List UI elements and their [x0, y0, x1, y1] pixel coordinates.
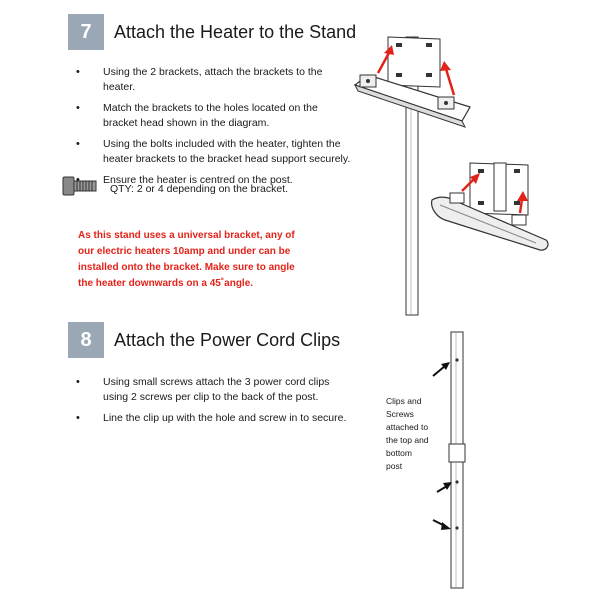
note-line: Screws	[386, 409, 414, 419]
step-7-bullet-3: • Using the bolts included with the heater, tighten the heater brackets to the bracket head support securely.	[103, 137, 353, 167]
step-7-bullet-1: • Using the 2 brackets, attach the brackets to the heater.	[103, 65, 353, 95]
bolt-icon	[62, 176, 98, 196]
warning-line: installed onto the bracket. Make sure to angle	[78, 262, 295, 273]
universal-bracket-warning	[78, 228, 368, 292]
post-clips-diagram	[425, 330, 495, 590]
step-8-bullet-1: • Using small screws attach the 3 power cord clips using 2 screws per clip to the back of the post.	[103, 375, 353, 405]
step-7-instructions	[103, 65, 353, 194]
note-line: attached to	[386, 422, 429, 432]
bracket-head-plate-upper	[388, 37, 440, 87]
screw-hole	[455, 358, 458, 361]
note-line: bottom	[386, 448, 412, 458]
screw-hole	[455, 526, 458, 529]
step-8-title: Attach the Power Cord Clips	[114, 330, 341, 350]
post-upper-section	[451, 332, 463, 444]
warning-line: our electric heaters 10amp and under can be	[78, 246, 291, 257]
note-line: post	[386, 461, 403, 471]
heater-stand-diagram	[350, 15, 560, 315]
post-joint	[449, 444, 465, 462]
warning-line: the heater downwards on a 45˚angle.	[78, 278, 254, 289]
step-7-bullet-4: • Ensure the heater is centred on the post.	[103, 173, 353, 188]
arrow-icon	[437, 482, 452, 492]
arrow-icon	[433, 362, 450, 376]
step-8-badge: 8	[68, 322, 104, 358]
red-arrow	[440, 61, 454, 95]
step-8-instructions	[103, 375, 353, 432]
step-7-title: Attach the Heater to the Stand	[114, 22, 357, 42]
step-7-bullet-2: • Match the brackets to the holes located on the bracket head shown in the diagram.	[103, 101, 353, 131]
screw-hole	[455, 480, 458, 483]
note-line: Clips and	[386, 396, 422, 406]
step-8-bullet-2: • Line the clip up with the hole and screw in to secure.	[103, 411, 353, 426]
bolt-quantity: QTY: 2 or 4 depending on the bracket.	[110, 183, 289, 195]
step-7-badge: 7	[68, 14, 104, 50]
warning-line: As this stand uses a universal bracket, any of	[78, 230, 295, 241]
arrow-icon	[433, 520, 451, 530]
note-line: the top and	[386, 435, 429, 445]
